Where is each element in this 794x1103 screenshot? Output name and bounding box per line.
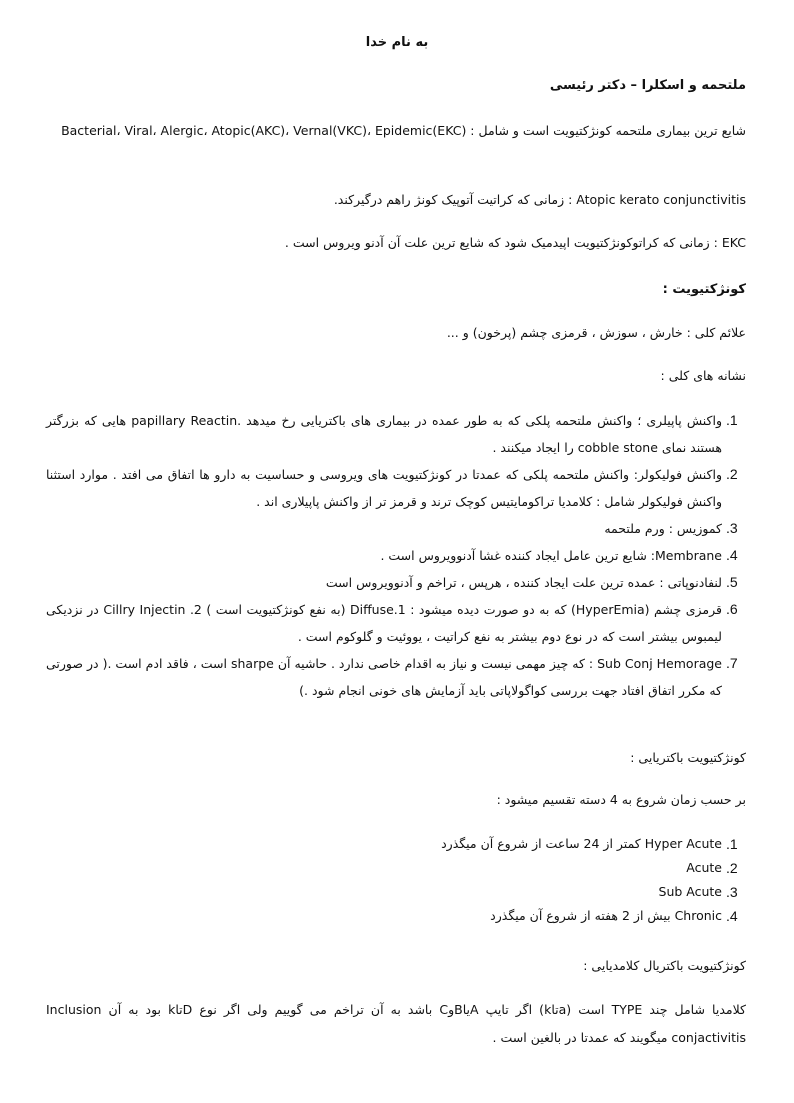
signs-heading: نشانه های کلی : [660,368,746,383]
list-number: 7. [726,655,738,671]
list-item-text: کموزیس : ورم ملتحمه [604,521,722,536]
page-title: به نام خدا [365,35,429,50]
onset-types-list [46,832,746,928]
list-item-text: واکنش فولیکولر: واکنش ملتحمه پلکی که عمدتا در کونژکتیویت های ویروسی و حساسیت به دارو ها اتفاق می افتد . موارد استثنا واکنش فولیکولر شامل : کلامدیا تراکومایتیس کوچک ترند و قرمز تر از واکنش پاپیلاری اند . [46,467,722,509]
general-symptoms: علائم کلی : خارش ، سوزش ، قرمزی چشم (پرخون) و ... [446,325,746,340]
list-item-text: قرمزی چشم (HyperEmia) که به دو صورت دیده میشود : Diffuse.1 (به نفع کونژکتیویت است ) Cillry Injectin .2 در نزدیکی لیمبوس بیشتر است که در نوع دوم بیشتر به نفع کراتیت ، یووئیت و گلوکوم است . [46,602,722,644]
document-subtitle: ملتحمه و اسکلرا – دکتر رئیسی [549,78,746,93]
section-heading-conjunctivitis: کونژکتیویت : [662,282,746,297]
list-item [46,461,746,515]
list-item-text: Acute [686,860,722,875]
list-number: 5. [726,574,738,590]
list-item-text: لنفادنوپاتی : عمده ترین علت ایجاد کننده ، هرپس ، تراخم و آدنوویروس است [325,575,722,590]
ekc-definition: EKC : زمانی که کراتوکونژکتیویت اپیدمیک شود که شایع ترین علت آن آدنو ویروس است . [284,235,746,250]
list-item-text: Hyper Acute کمتر از 24 ساعت از شروع آن میگذرد [441,836,722,851]
section-heading-bacterial: کونژکتیویت باکتریایی : [630,750,746,765]
list-item-text: Chronic بیش از 2 هفته از شروع آن میگذرد [490,908,722,923]
signs-list [46,407,746,704]
list-number: 4. [726,908,738,924]
list-item [46,515,746,542]
section-heading-chlamydia: کونژکتیویت باکتریال کلامدیایی : [583,958,746,973]
list-item [46,832,746,856]
list-item [46,596,746,650]
list-item [46,856,746,880]
list-item-text: Sub Acute [658,884,722,899]
list-item [46,650,746,704]
chlamydia-paragraph: کلامدیا شامل چند TYPE است (aتاk) اگر تایپ AیاBوC باشد به آن تراخم می گوییم ولی اگر نوع Dتاk بود به آن Inclusion conjactivitis میگویند که عمدتا در بالغین است . [46,1002,747,1045]
list-item [46,542,746,569]
list-number: 3. [726,884,738,900]
akc-definition: Atopic kerato conjunctivitis : زمانی که کراتیت آتوپیک کونژ راهم درگیرکند. [333,192,746,207]
list-item-text: Membrane: شایع ترین عامل ایجاد کننده غشا آدنوویروس است . [380,548,722,563]
list-number: 3. [726,520,738,536]
list-number: 1. [726,836,738,852]
list-number: 1. [726,412,738,428]
list-item [46,407,746,461]
list-item-text: Sub Conj Hemorage : که چیز مهمی نیست و نیاز به اقدام خاصی ندارد . حاشیه آن sharpe است ، فاقد ادم است .( در صورتی که مکرر اتفاق افتاد جهت بررسی کواگولاپاتی باید آزمایش های خونی انجام شود .) [46,656,722,698]
onset-description: بر حسب زمان شروع به 4 دسته تقسیم میشود : [496,792,746,807]
list-item-text: واکنش پاپیلری ؛ واکنش ملتحمه پلکی که به طور عمده در بیماری های باکتریایی رخ میدهد .papillary Reactin هایی که بزرگتر هستند نمای cobble stone را ایجاد میکنند . [46,413,723,455]
list-number: 6. [726,601,738,617]
list-item [46,880,746,904]
list-number: 2. [726,860,738,876]
list-number: 2. [726,466,738,482]
intro-paragraph: شایع ترین بیماری ملتحمه کونژکتیویت است و شامل : Bacterial، Viral، Alergic، Atopic(AKC)، Vernal(VKC)، Epidemic(EKC) [61,123,746,138]
list-item [46,569,746,596]
list-number: 4. [726,547,738,563]
list-item [46,904,746,928]
